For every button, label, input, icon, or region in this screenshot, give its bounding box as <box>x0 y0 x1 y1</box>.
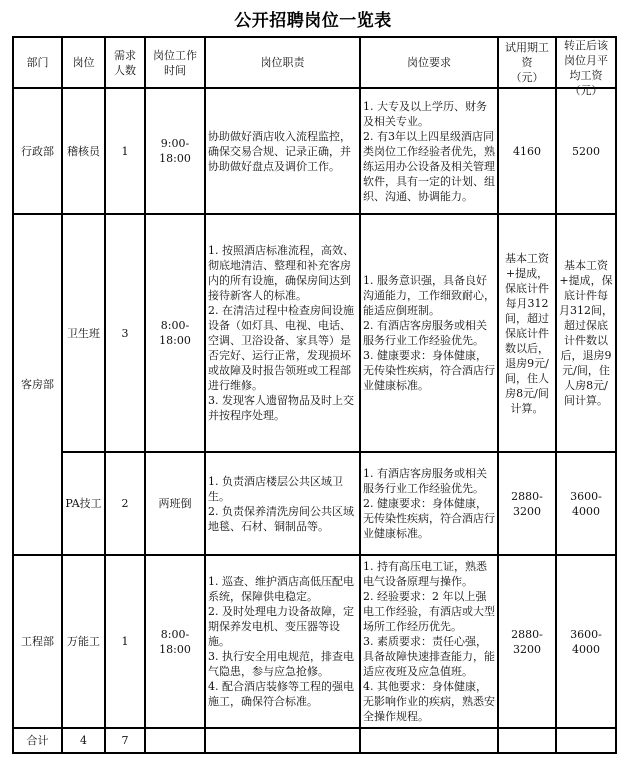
regular-pay-cell: 5200 <box>556 88 616 214</box>
header-duties: 岗位职责 <box>205 37 360 88</box>
page-title: 公开招聘岗位一览表 <box>234 11 392 31</box>
header-position: 岗位 <box>62 37 105 88</box>
header-hours: 岗位工作 时间 <box>145 37 205 88</box>
duties-cell: 协助做好酒店收入流程监控，确保交易合规、记录正确，并协助做好盘点及调价工作。 <box>205 88 360 214</box>
header-count: 需求 人数 <box>105 37 145 88</box>
position-cell: PA技工 <box>62 452 105 555</box>
header-dept: 部门 <box>13 37 62 88</box>
count-cell: 1 <box>105 88 145 214</box>
header-row <box>13 37 616 88</box>
duties-cell: 1. 负责酒店楼层公共区域卫生。 2. 负责保养清洗房间公共区域地毯、石材、铜制品等。 <box>205 452 360 555</box>
total-positions: 4 <box>62 728 105 753</box>
table-row <box>13 555 616 728</box>
hours-cell: 8:00- 18:00 <box>145 214 205 452</box>
count-cell: 1 <box>105 555 145 728</box>
count-cell: 2 <box>105 452 145 555</box>
hours-cell: 8:00- 18:00 <box>145 555 205 728</box>
empty-cell <box>556 728 616 753</box>
recruitment-table <box>12 36 617 754</box>
regular-pay-cell: 3600-4000 <box>556 555 616 728</box>
hours-cell: 两班倒 <box>145 452 205 555</box>
probation-pay-cell: 2880-3200 <box>498 452 556 555</box>
total-row <box>13 728 616 753</box>
probation-pay-cell: 4160 <box>498 88 556 214</box>
requirements-cell: 1. 服务意识强，具备良好沟通能力，工作细致耐心，能适应倒班制。 2. 有酒店客房服务或相关服务行业工作经验优先。 3. 健康要求：身体健康，无传染性疾病，符合酒店行业健康标准。 <box>360 214 498 452</box>
total-count: 7 <box>105 728 145 753</box>
empty-cell <box>360 728 498 753</box>
table-row <box>13 452 616 555</box>
count-cell: 3 <box>105 214 145 452</box>
header-probation-pay: 试用期工 资 （元） <box>498 37 556 88</box>
dept-cell: 工程部 <box>13 555 62 728</box>
empty-cell <box>145 728 205 753</box>
regular-pay-cell: 3600-4000 <box>556 452 616 555</box>
position-cell: 卫生班 <box>62 214 105 452</box>
position-cell: 稽核员 <box>62 88 105 214</box>
dept-cell: 客房部 <box>13 214 62 555</box>
header-regular-pay: 转正后该 岗位月平 均工资 （元） <box>556 37 616 88</box>
empty-cell <box>498 728 556 753</box>
requirements-cell: 1. 大专及以上学历、财务及相关专业。 2. 有3年以上四星级酒店同类岗位工作经验者优先，熟练运用办公设备及相关管理软件，具有一定的计划、组织、沟通、协调能力。 <box>360 88 498 214</box>
table-row <box>13 88 616 214</box>
empty-cell <box>205 728 360 753</box>
duties-cell: 1. 按照酒店标准流程，高效、彻底地清洁、整理和补充客房内的所有设施，确保房间达到接待新客人的标准。 2. 在清洁过程中检查房间设施设备（如灯具、电视、电话、空调、卫浴设备、家具等）是否完好、运行正常，发现损坏或故障及时报告领班或工程部进行维修。 3. 发现客人遗留物品及时上交并按程序处理。 <box>205 214 360 452</box>
probation-pay-cell: 2880-3200 <box>498 555 556 728</box>
position-cell: 万能工 <box>62 555 105 728</box>
table-row <box>13 214 616 452</box>
header-requirements: 岗位要求 <box>360 37 498 88</box>
regular-pay-cell: 基本工资+提成，保底计件每月312间，超过保底计件数以后，退房9元/间，住人房8元/间计算。 <box>556 214 616 452</box>
requirements-cell: 1. 持有高压电工证，熟悉电气设备原理与操作。 2. 经验要求：2 年以上强电工作经验，有酒店或大型场所工作经历优先。 3. 素质要求：责任心强，具备故障快速排查能力，能适应夜班及应急值班。 4. 其他要求：身体健康，无影响作业的疾病，熟悉安全操作规程。 <box>360 555 498 728</box>
dept-cell: 行政部 <box>13 88 62 214</box>
probation-pay-cell: 基本工资+提成，保底计件每月312间，超过保底计件数以后，退房9元/间，住人房8元/间计算。 <box>498 214 556 452</box>
duties-cell: 1. 巡查、维护酒店高低压配电系统，保障供电稳定。 2. 及时处理电力设备故障，定期保养发电机、变压器等设施。 3. 执行安全用电规范，排查电气隐患，参与应急抢修。 4. 配合酒店装修等工程的强电施工，确保符合标准。 <box>205 555 360 728</box>
hours-cell: 9:00- 18:00 <box>145 88 205 214</box>
total-label: 合计 <box>13 728 62 753</box>
requirements-cell: 1. 有酒店客房服务或相关服务行业工作经验优先。 2. 健康要求：身体健康，无传染性疾病，符合酒店行业健康标准。 <box>360 452 498 555</box>
